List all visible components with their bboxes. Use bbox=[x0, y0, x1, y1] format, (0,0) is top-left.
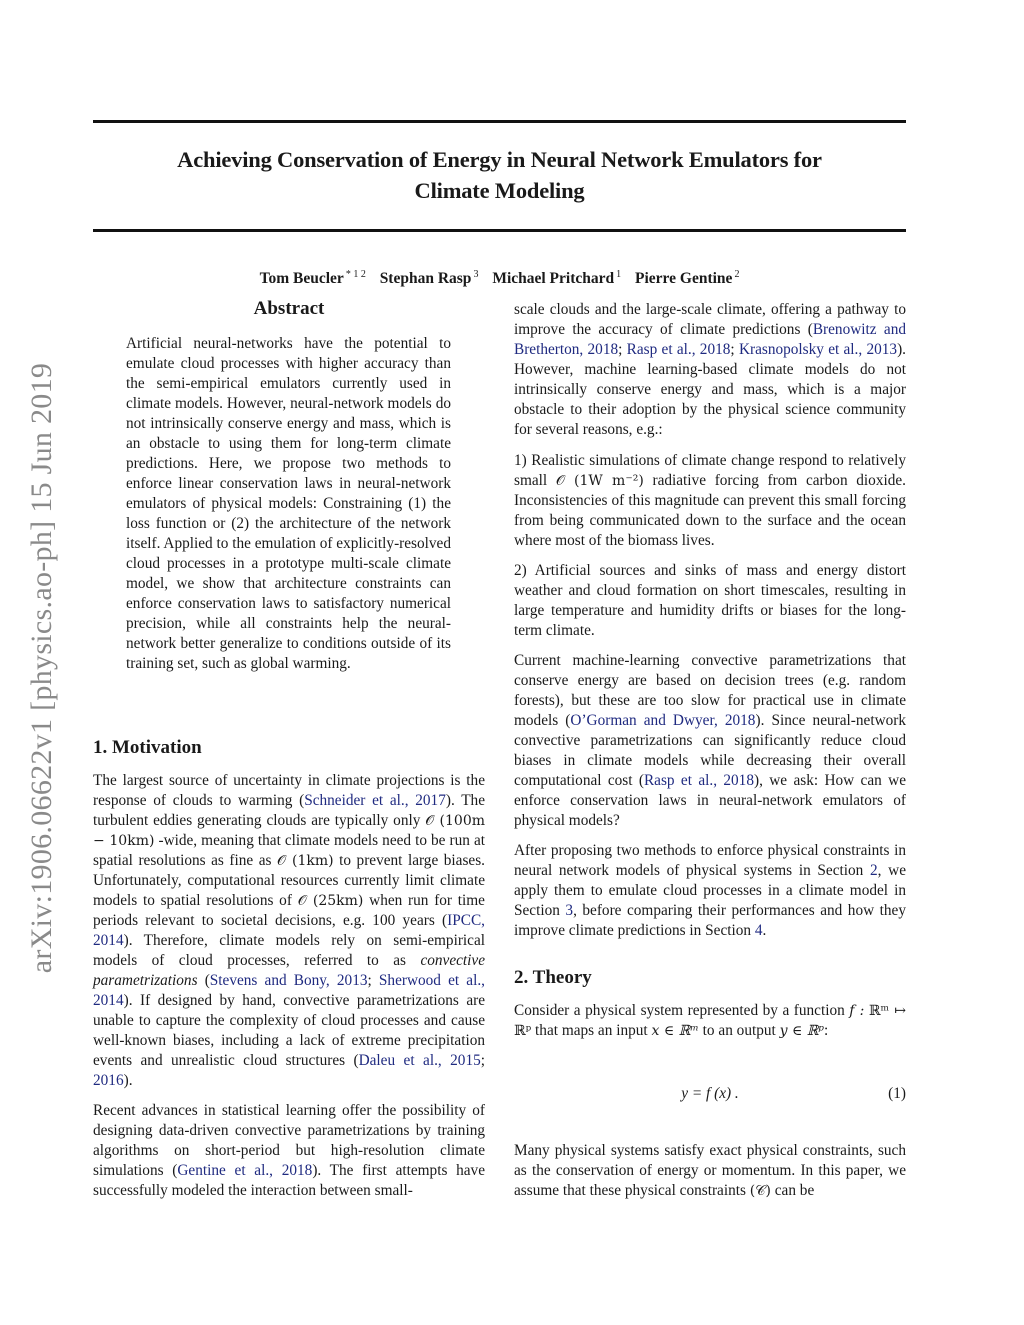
equation-1 bbox=[514, 1085, 906, 1107]
author-affiliation: 3 bbox=[473, 269, 479, 280]
body-text: 1) Realistic simulations of climate change respond to relatively small bbox=[514, 452, 906, 489]
theory-paragraph-1 bbox=[514, 1001, 906, 1041]
theory-paragraph-2 bbox=[514, 1141, 906, 1201]
author-affiliation: 2 bbox=[734, 269, 740, 280]
body-text: Current machine-learning convective parametrizations that conserve energy are based on decision trees (e.g. random forests), but these are too slow for practical use in climate models ( bbox=[514, 652, 906, 729]
math-expression: 𝒪 (25km) bbox=[297, 893, 364, 909]
body-text: scale clouds and the large-scale climate, offering a pathway to improve the accuracy of climate predictions ( bbox=[514, 301, 906, 338]
body-text: can be bbox=[770, 1182, 815, 1199]
emphasized-term: convective parametrizations bbox=[93, 952, 485, 989]
equation-body: y = f (x) . bbox=[681, 1085, 739, 1102]
body-text: ). If designed by hand, convective parametrizations are unable to capture the complexity of cloud processes and cause well-known biases, including a lack of extreme precipitation events and unrealistic cloud structures ( bbox=[93, 992, 485, 1069]
section-heading-theory: 2. Theory bbox=[514, 967, 592, 988]
body-text: ). The turbulent eddies generating clouds are typically only bbox=[93, 792, 485, 829]
citation-link[interactable]: Sherwood et al., 2014 bbox=[93, 972, 485, 1009]
body-text: that maps an input bbox=[531, 1022, 652, 1039]
math-expression: x ∈ ℝᵐ bbox=[651, 1023, 699, 1039]
body-text: , we apply them to emulate cloud processes in a climate model in Section bbox=[514, 862, 906, 919]
body-text: ). Since neural-network convective parametrizations can significantly reduce cloud biases in climate models while decreasing their overall computational cost ( bbox=[514, 712, 907, 789]
body-text: radiative forcing from carbon dioxide. Inconsistencies of this magnitude can prevent this small forcing from being communicated down to the surface and the ocean where most of the biomass lives. bbox=[514, 472, 906, 549]
citation-link[interactable]: O’Gorman and Dwyer, 2018 bbox=[570, 712, 756, 729]
citation-link[interactable]: 2016 bbox=[93, 1072, 124, 1089]
paper-title-line-2: Climate Modeling bbox=[414, 178, 585, 203]
title-top-rule bbox=[93, 120, 906, 123]
citation-link[interactable]: Stevens and Bony, 2013 bbox=[209, 972, 368, 989]
body-text: Recent advances in statistical learning offer the possibility of designing data-driven convective parametrizations by training algorithms on short-period but high-resolution climate simulations ( bbox=[93, 1102, 485, 1179]
body-text: Many physical systems satisfy exact physical constraints, such as the conservation of energy or momentum. In this paper, we assume that these physical constraints bbox=[514, 1142, 906, 1199]
body-text: ; bbox=[618, 341, 627, 358]
citation-link[interactable]: Rasp et al., 2018 bbox=[626, 341, 731, 358]
citation-link[interactable]: Daleu et al., 2015 bbox=[358, 1052, 481, 1069]
reason-2-paragraph: 2) Artificial sources and sinks of mass and energy distort weather and cloud formation on short timescales, resulting in large temperature and humidity drifts or biases for the long-term climate. bbox=[514, 562, 906, 639]
citation-link[interactable]: Schneider et al., 2017 bbox=[304, 792, 446, 809]
math-expression: 𝒪 (100m − 10km) bbox=[93, 813, 486, 849]
body-text: : bbox=[824, 1022, 829, 1039]
author-name bbox=[635, 270, 739, 287]
math-expression: f : bbox=[849, 1003, 865, 1019]
body-text: , before comparing their performances and how they improve climate predictions in Section bbox=[514, 902, 906, 939]
body-text: ). bbox=[123, 1072, 133, 1089]
body-text: ; bbox=[367, 972, 379, 989]
math-expression: y ∈ ℝᵖ bbox=[779, 1023, 824, 1039]
citation-link[interactable]: Brenowitz and Bretherton, 2018 bbox=[514, 321, 906, 358]
author-name-text: Stephan Rasp bbox=[379, 270, 472, 287]
motivation-paragraph-2 bbox=[93, 1101, 485, 1201]
author-name bbox=[260, 270, 366, 287]
title-bottom-rule bbox=[93, 229, 906, 232]
body-text: After proposing two methods to enforce physical constraints in neural network models of physical systems in Section bbox=[514, 842, 906, 879]
citation-link[interactable]: Gentine et al., 2018 bbox=[177, 1162, 313, 1179]
body-text: The largest source of uncertainty in climate projections is the response of clouds to warming ( bbox=[93, 772, 485, 809]
section-link[interactable]: 3 bbox=[565, 902, 574, 919]
citation-link[interactable]: Rasp et al., 2018 bbox=[643, 772, 754, 789]
math-expression: (𝒞) bbox=[749, 1183, 771, 1199]
author-affiliation: 1 bbox=[616, 269, 622, 280]
abstract-text: Artificial neural-networks have the potential to emulate cloud processes with higher accuracy than the semi-empirical emulators currently used in climate models. However, neural-network models do not intrinsically conserve energy and mass, which is an obstacle to using them for long-term climate predictions. Here, we propose two methods to enforce linear conservation laws in neural-network emulators of physical models: Constraining (1) the loss function or (2) the architecture of the network itself. Applied to the emulation of explicitly-resolved cloud processes in a prototype multi-scale climate model, we show that architecture constraints can enforce conservation laws to satisfactory numerical precision, while all constraints help the neural-network better generalize to conditions outside of its training set, such as global warming. bbox=[126, 335, 451, 672]
body-text: . bbox=[762, 922, 767, 939]
body-text: to an output bbox=[698, 1022, 780, 1039]
body-text: ; bbox=[730, 341, 739, 358]
section-link[interactable]: 4 bbox=[754, 922, 763, 939]
motivation-paragraph-4 bbox=[514, 651, 906, 831]
equation-number: (1) bbox=[888, 1085, 906, 1102]
reason-1-paragraph bbox=[514, 451, 906, 551]
body-text: ), we ask: How can we enforce conservation laws in neural-network emulators of physical models? bbox=[514, 772, 906, 829]
abstract-heading: Abstract bbox=[253, 298, 325, 319]
body-text: -wide, meaning that climate models need to be run at spatial resolutions as fine as bbox=[93, 832, 485, 869]
body-text: to prevent large biases. Unfortunately, computational resources currently limit climate models to spatial resolutions of bbox=[93, 852, 485, 909]
author-list bbox=[93, 264, 906, 290]
author-name bbox=[492, 270, 621, 287]
author-name-text: Pierre Gentine bbox=[635, 270, 733, 287]
motivation-paragraph-5 bbox=[514, 841, 906, 941]
body-text: ). The first attempts have successfully modeled the interaction between small- bbox=[93, 1162, 485, 1199]
math-expression: 𝒪 (1W m⁻²) bbox=[555, 473, 644, 489]
motivation-paragraph-3 bbox=[514, 300, 906, 440]
citation-link[interactable]: Krasnopolsky et al., 2013 bbox=[738, 341, 898, 358]
author-name bbox=[380, 270, 479, 287]
author-affiliation: * 1 2 bbox=[345, 269, 366, 280]
section-link[interactable]: 2 bbox=[869, 862, 878, 879]
paper-title-line-1: Achieving Conservation of Energy in Neural Network Emulators for bbox=[177, 147, 822, 172]
arxiv-identifier-stamp: arXiv:1906.06622v1 [physics.ao-ph] 15 Jun 2019 bbox=[25, 362, 58, 974]
section-heading-motivation: 1. Motivation bbox=[93, 737, 202, 758]
body-text: ). However, machine learning-based climate models do not intrinsically conserve energy and mass, which is a major obstacle to their adoption by the physical science community for several reasons, e.g.: bbox=[514, 341, 906, 438]
math-expression: 𝒪 (1km) bbox=[277, 853, 334, 869]
body-text: ; bbox=[480, 1052, 485, 1069]
author-name-text: Tom Beucler bbox=[259, 270, 344, 287]
body-text: ). Therefore, climate models rely on semi-empirical models of cloud processes, referred to as bbox=[93, 932, 485, 969]
body-text: when run for time periods relevant to societal decisions, e.g. 100 years ( bbox=[93, 892, 485, 929]
motivation-paragraph-1 bbox=[93, 771, 485, 1091]
body-text: Consider a physical system represented by a function bbox=[514, 1002, 850, 1019]
body-text: ( bbox=[197, 972, 210, 989]
citation-link[interactable]: IPCC, 2014 bbox=[93, 912, 485, 949]
paper-title bbox=[93, 144, 906, 206]
math-expression: ℝᵐ ↦ ℝᵖ bbox=[514, 1003, 906, 1039]
author-name-text: Michael Pritchard bbox=[492, 270, 615, 287]
